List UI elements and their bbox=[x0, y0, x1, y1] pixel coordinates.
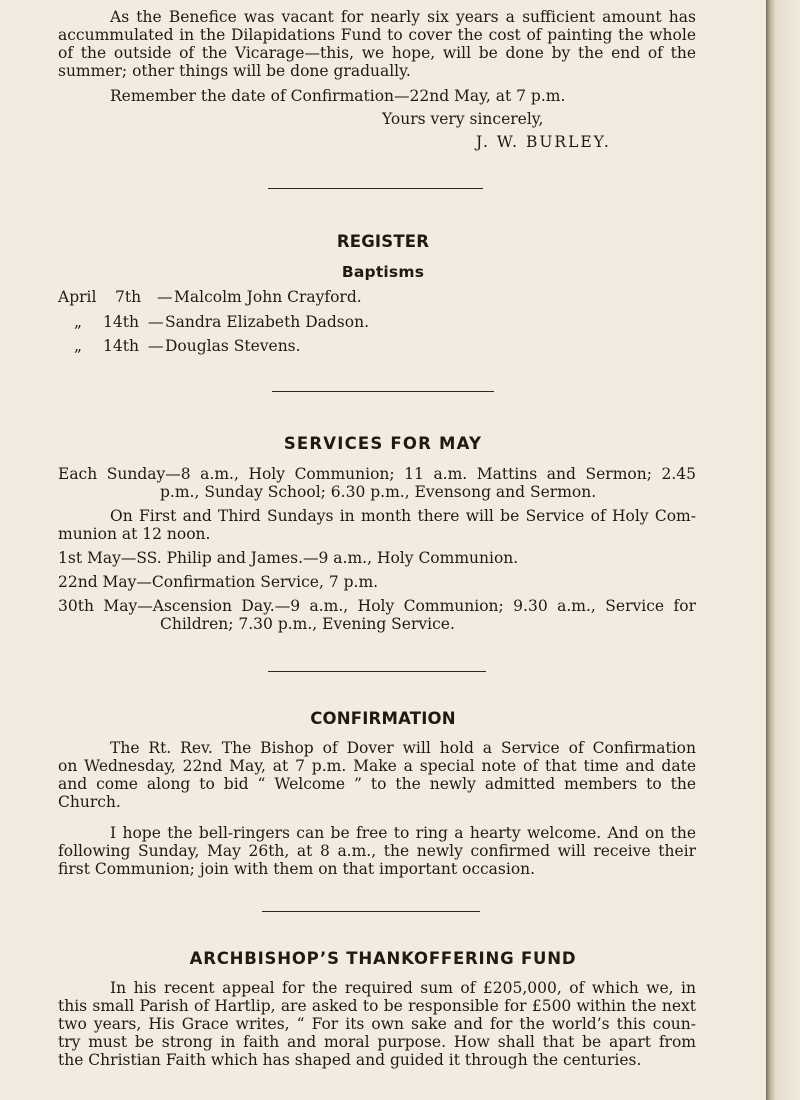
letter-para1-line4: summer; other things will be done gradually. bbox=[58, 62, 411, 80]
letter-signature: J. W. BURLEY. bbox=[476, 133, 611, 151]
baptisms-subheading: Baptisms bbox=[341, 263, 425, 281]
letter-para1-line1: As the Benefice was vacant for nearly six years a sufficient amount has bbox=[110, 8, 696, 26]
letter-para1-line2: accummulated in the Dilapidations Fund to cover the cost of painting the whole bbox=[58, 26, 696, 44]
confirmation-para1-line2: on Wednesday, 22nd May, at 7 p.m. Make a special note of that time and date bbox=[58, 757, 696, 775]
baptism-month: April bbox=[58, 288, 97, 306]
baptism-month: „ bbox=[74, 313, 83, 331]
fund-heading: ARCHBISHOP’S THANKOFFERING FUND bbox=[189, 949, 577, 968]
baptism-name: Malcolm John Crayford. bbox=[174, 288, 362, 306]
confirmation-para2-line3: first Communion; join with them on that important occasion. bbox=[58, 860, 536, 878]
services-may30-line1: 30th May—Ascension Day.—9 a.m., Holy Communion; 9.30 a.m., Service for bbox=[58, 597, 696, 615]
letter-para2: Remember the date of Confirmation—22nd May, at 7 p.m. bbox=[110, 87, 566, 105]
em-dash: — bbox=[157, 288, 173, 306]
letter-para1-line3: of the outside of the Vicarage—this, we hope, will be done by the end of the bbox=[58, 44, 696, 62]
baptism-day: 7th bbox=[115, 288, 142, 306]
confirmation-para2-line1: I hope the bell-ringers can be free to ring a hearty welcome. And on the bbox=[110, 824, 696, 842]
em-dash: — bbox=[148, 313, 164, 331]
register-heading: REGISTER bbox=[336, 232, 430, 251]
em-dash: — bbox=[148, 337, 164, 355]
services-first-third-line1: On First and Third Sundays in month there will be Service of Holy Com- bbox=[110, 507, 696, 525]
services-may30-line2: Children; 7.30 p.m., Evening Service. bbox=[160, 615, 455, 633]
baptism-name: Sandra Elizabeth Dadson. bbox=[165, 313, 369, 331]
services-heading: SERVICES FOR MAY bbox=[283, 434, 483, 453]
confirmation-para1-line3: and come along to bid “ Welcome ” to the newly admitted members to the bbox=[58, 775, 696, 793]
confirmation-para1-line1: The Rt. Rev. The Bishop of Dover will hold a Service of Confirmation bbox=[110, 739, 696, 757]
services-sunday-line2: p.m., Sunday School; 6.30 p.m., Evensong and Sermon. bbox=[160, 483, 597, 501]
services-sunday-line1: Each Sunday—8 a.m., Holy Communion; 11 a.m. Mattins and Sermon; 2.45 bbox=[58, 465, 696, 483]
baptism-day: 14th bbox=[103, 337, 139, 355]
baptism-name: Douglas Stevens. bbox=[165, 337, 301, 355]
fund-para-line4: try must be strong in faith and moral purpose. How shall that be apart from bbox=[58, 1033, 696, 1051]
letter-closing: Yours very sincerely, bbox=[382, 110, 544, 128]
divider-3 bbox=[268, 671, 486, 672]
fund-para-line1: In his recent appeal for the required sum of £205,000, of which we, in bbox=[110, 979, 696, 997]
page-edge bbox=[766, 0, 800, 1100]
fund-para-line5: the Christian Faith which has shaped and guided it through the centuries. bbox=[58, 1051, 642, 1069]
confirmation-para2-line2: following Sunday, May 26th, at 8 a.m., the newly confirmed will receive their bbox=[58, 842, 696, 860]
confirmation-heading: CONFIRMATION bbox=[310, 709, 456, 728]
baptism-day: 14th bbox=[103, 313, 139, 331]
fund-para-line3: two years, His Grace writes, “ For its own sake and for the world’s this coun- bbox=[58, 1015, 696, 1033]
services-may22: 22nd May—Confirmation Service, 7 p.m. bbox=[58, 573, 379, 591]
baptism-month: „ bbox=[74, 337, 83, 355]
confirmation-para1-line4: Church. bbox=[58, 793, 121, 811]
divider-1 bbox=[268, 188, 483, 189]
divider-2 bbox=[272, 391, 494, 392]
divider-4 bbox=[262, 911, 480, 912]
services-first-third-line2: munion at 12 noon. bbox=[58, 525, 211, 543]
fund-para-line2: this small Parish of Hartlip, are asked to be responsible for £500 within the next bbox=[58, 997, 696, 1015]
services-may1: 1st May—SS. Philip and James.—9 a.m., Holy Communion. bbox=[58, 549, 519, 567]
